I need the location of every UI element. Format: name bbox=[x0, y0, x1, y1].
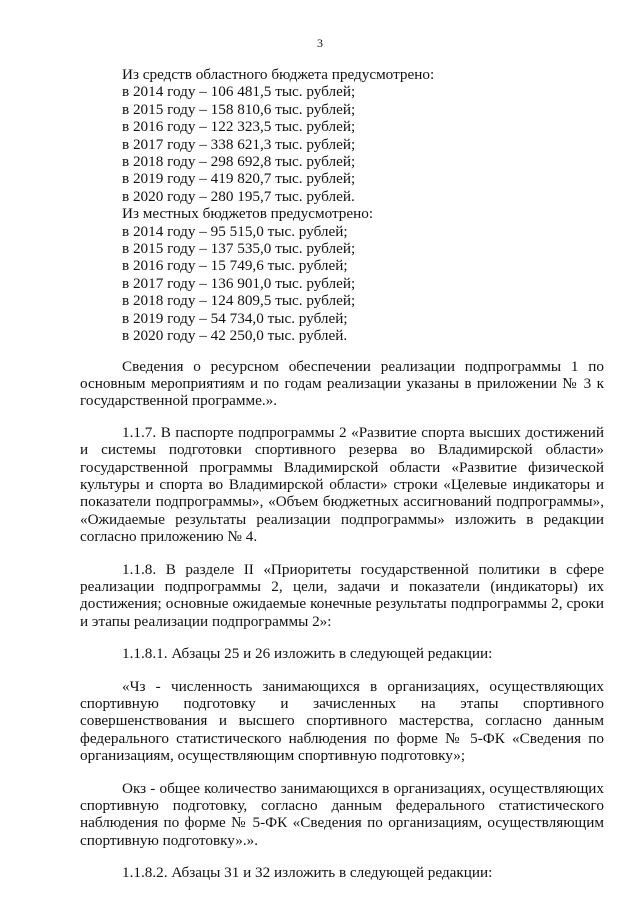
regional-budget-item-2016: в 2016 году – 122 323,5 тыс. рублей; bbox=[122, 118, 356, 136]
regional-budget-item-2014: в 2014 году – 106 481,5 тыс. рублей; bbox=[122, 83, 356, 101]
local-budget-item-2014: в 2014 году – 95 515,0 тыс. рублей; bbox=[122, 222, 348, 240]
paragraph-chz-definition: «Чз - численность занимающихся в организациях, осуществляющих спортивную подготовку и зачисленных на этапы спортивного совершенствования и высшего спортивного мастерства, согласно данным федерального статистического наблюдения по форме № 5-ФК «Сведения по организациям, осуществляющим спортивную подготовку»; bbox=[80, 677, 604, 765]
regional-budget-item-2018: в 2018 году – 298 692,8 тыс. рублей; bbox=[122, 153, 356, 171]
local-budget-item-2015: в 2015 году – 137 535,0 тыс. рублей; bbox=[122, 240, 356, 258]
local-budget-block bbox=[80, 205, 604, 344]
local-budget-item-2019: в 2019 году – 54 734,0 тыс. рублей; bbox=[122, 309, 348, 327]
local-budget-heading: Из местных бюджетов предусмотрено: bbox=[122, 205, 374, 223]
regional-budget-item-2019: в 2019 году – 419 820,7 тыс. рублей; bbox=[122, 170, 356, 188]
paragraph-1-1-8-1: 1.1.8.1. Абзацы 25 и 26 изложить в следующей редакции: bbox=[122, 645, 493, 663]
local-budget-item-2020: в 2020 году – 42 250,0 тыс. рублей. bbox=[122, 327, 348, 345]
paragraph-resources: Сведения о ресурсном обеспечении реализации подпрограммы 1 по основным мероприятиям и по годам реализации указаны в приложении № 3 к государственной программе.». bbox=[80, 357, 604, 410]
paragraph-1-1-8: 1.1.8. В разделе II «Приоритеты государственной политики в сфере реализации подпрограммы 2, цели, задачи и показатели (индикаторы) их достижения; основные ожидаемые конечные результаты подпрограммы 2, сроки и этапы реализации подпрограммы 2»: bbox=[80, 560, 604, 630]
local-budget-item-2016: в 2016 году – 15 749,6 тыс. рублей; bbox=[122, 257, 348, 275]
regional-budget-item-2020: в 2020 году – 280 195,7 тыс. рублей. bbox=[122, 187, 355, 205]
paragraph-1-1-8-2: 1.1.8.2. Абзацы 31 и 32 изложить в следующей редакции: bbox=[122, 864, 493, 882]
document-body bbox=[80, 66, 604, 882]
local-budget-item-2018: в 2018 году – 124 809,5 тыс. рублей; bbox=[122, 292, 356, 310]
page-number: 3 bbox=[317, 36, 323, 50]
regional-budget-heading: Из средств областного бюджета предусмотрено: bbox=[122, 66, 435, 83]
regional-budget-item-2017: в 2017 году – 338 621,3 тыс. рублей; bbox=[122, 135, 356, 153]
regional-budget-block bbox=[80, 66, 604, 205]
paragraph-1-1-7: 1.1.7. В паспорте подпрограммы 2 «Развитие спорта высших достижений и системы подготовки спортивного резерва во Владимирской области» государственной программы Владимирской области «Развитие физической культуры и спорта во Владимирской области» строки «Целевые индикаторы и показатели подпрограммы», «Объем бюджетных ассигнований подпрограммы», «Ожидаемые результаты реализации подпрограммы» изложить в редакции согласно приложению № 4. bbox=[80, 423, 604, 546]
regional-budget-item-2015: в 2015 году – 158 810,6 тыс. рублей; bbox=[122, 100, 356, 118]
paragraph-okz-definition: Окз - общее количество занимающихся в организациях, осуществляющих спортивную подготовку, согласно данным федерального статистического наблюдения по форме № 5-ФК «Сведения по организациям, осуществляющим спортивную подготовку».». bbox=[80, 779, 604, 849]
local-budget-item-2017: в 2017 году – 136 901,0 тыс. рублей; bbox=[122, 274, 356, 292]
